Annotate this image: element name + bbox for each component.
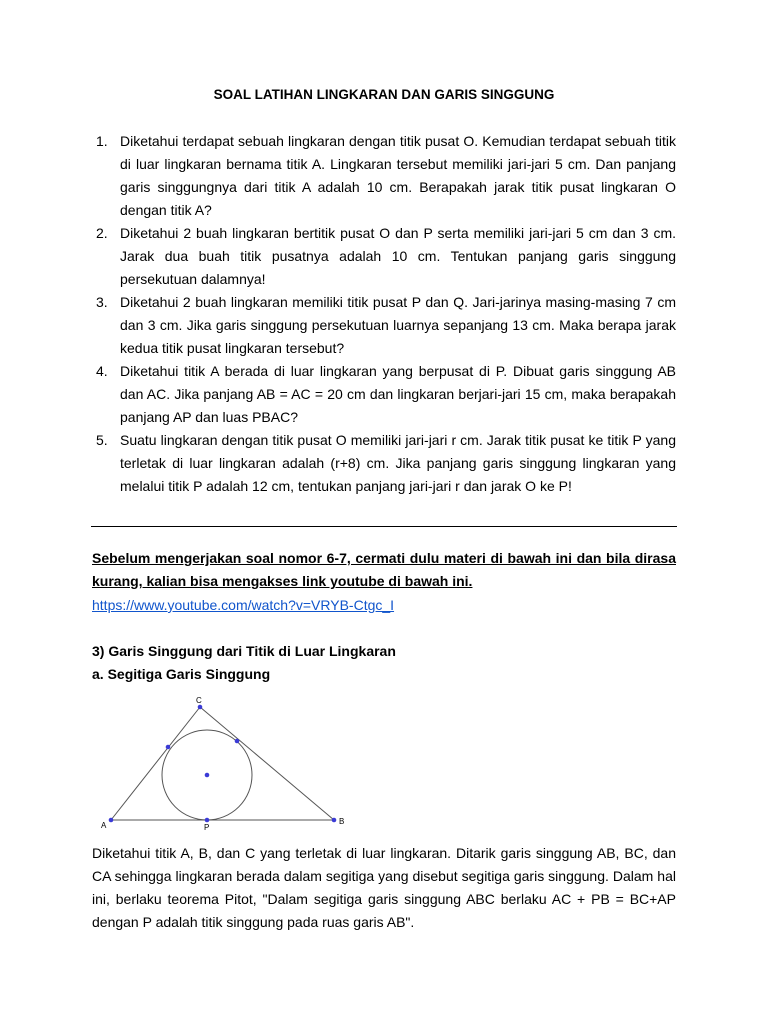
tangent-triangle-figure (96, 695, 356, 835)
question-item (92, 222, 676, 291)
question-item (92, 291, 676, 360)
question-text: Diketahui 2 buah lingkaran bertitik pusat O dan P serta memiliki jari-jari 5 cm dan 3 cm. Jarak dua buah titik pusatnya adalah 10 cm. Tentukan panjang garis singgung persekutuan dalamnya! (120, 225, 676, 287)
tangent-point-bc (235, 739, 240, 744)
point-center (205, 773, 210, 778)
question-text: Diketahui terdapat sebuah lingkaran dengan titik pusat O. Kemudian terdapat sebuah titik di luar lingkaran bernama titik A. Lingkaran tersebut memiliki jari-jari 5 cm. Dan panjang garis singgungnya dari titik A adalah 10 cm. Berapakah jarak titik pusat lingkaran O dengan titik A? (120, 133, 676, 218)
section-heading: 3) Garis Singgung dari Titik di Luar Lingkaran (92, 643, 396, 659)
label-p: P (204, 823, 210, 832)
question-number: 3. (96, 294, 108, 310)
question-list (92, 130, 676, 498)
question-text: Diketahui 2 buah lingkaran memiliki titik pusat P dan Q. Jari-jarinya masing-masing 7 cm dan 3 cm. Jika garis singgung persekutuan luarnya sepanjang 13 cm. Maka berapa jarak kedua titik pusat lingkaran tersebut? (120, 294, 676, 356)
question-item (92, 130, 676, 222)
document-title: SOAL LATIHAN LINGKARAN DAN GARIS SINGGUNG (213, 87, 555, 102)
label-b: B (339, 817, 345, 826)
explanation-paragraph: Diketahui titik A, B, dan C yang terletak di luar lingkaran. Ditarik garis singgung AB, BC, dan CA sehingga lingkaran berada dalam segitiga yang disebut segitiga garis singgung. Dalam hal ini, berlaku teorema Pitot, "Dalam segitiga garis singgung ABC berlaku AC + PB = BC+AP dengan P adalah titik singgung pada ruas garis AB". (92, 845, 676, 930)
notice-text: Sebelum mengerjakan soal nomor 6-7, cermati dulu materi di bawah ini dan bila dirasa kurang, kalian bisa mengakses link youtube di bawah ini. (92, 550, 676, 589)
label-a: A (101, 821, 107, 830)
question-number: 1. (96, 133, 108, 149)
youtube-link[interactable]: https://www.youtube.com/watch?v=VRYB-Ctgc_I (92, 597, 395, 613)
point-b (332, 818, 337, 823)
side-bc (200, 707, 334, 820)
question-number: 2. (96, 225, 108, 241)
point-a (109, 818, 114, 823)
sub-heading: a. Segitiga Garis Singgung (92, 666, 271, 682)
point-p (205, 818, 210, 823)
side-ac (111, 707, 200, 820)
triangle-lines (111, 707, 334, 820)
points (109, 705, 337, 823)
horizontal-divider (91, 526, 677, 527)
point-c (198, 705, 203, 710)
question-number: 4. (96, 363, 108, 379)
question-text: Suatu lingkaran dengan titik pusat O memiliki jari-jari r cm. Jarak titik pusat ke titik P yang terletak di luar lingkaran adalah (r+8) cm. Jika panjang garis singgung lingkaran yang melalui titik P adalah 12 cm, tentukan panjang jari-jari r dan jarak O ke P! (120, 432, 676, 494)
tangent-point-ac (166, 745, 171, 750)
question-number: 5. (96, 432, 108, 448)
question-text: Diketahui titik A berada di luar lingkaran yang berpusat di P. Dibuat garis singgung AB dan AC. Jika panjang AB = AC = 20 cm dan lingkaran berjari-jari 15 cm, maka berapakah panjang AP dan luas PBAC? (120, 363, 676, 425)
question-item (92, 429, 676, 498)
question-item (92, 360, 676, 429)
label-c: C (196, 696, 202, 705)
